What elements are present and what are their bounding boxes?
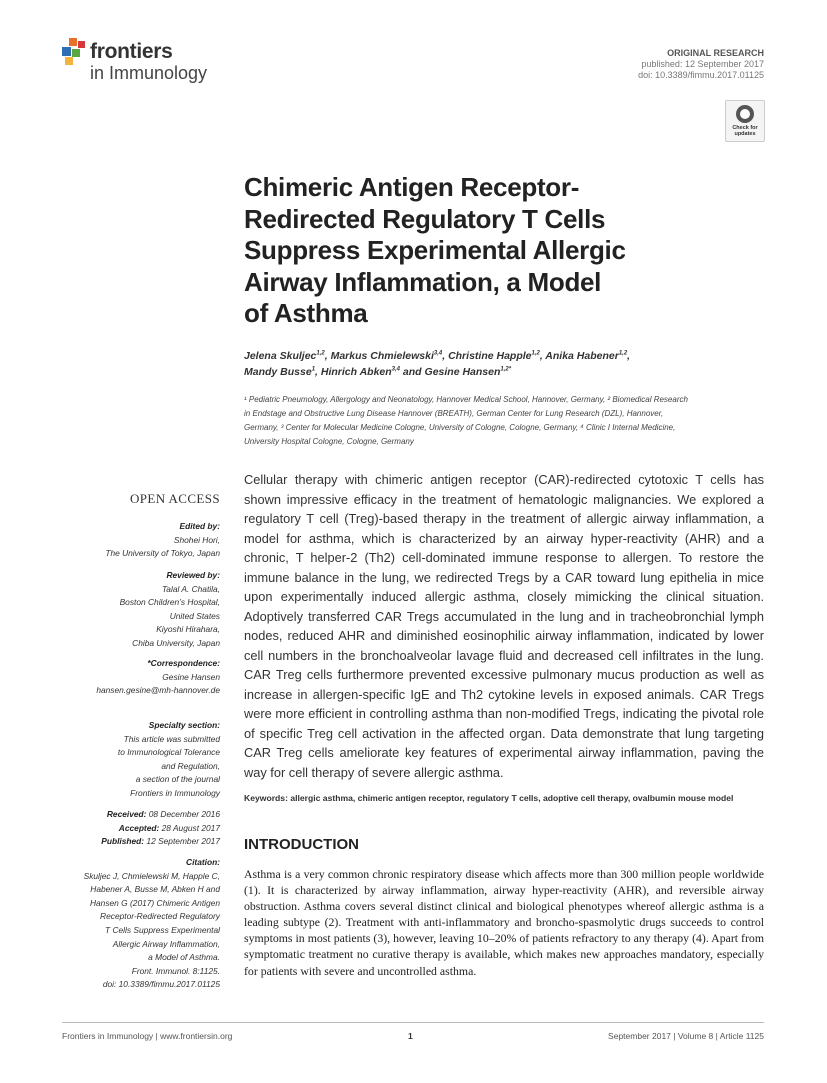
footer-divider — [62, 1022, 764, 1023]
citation: Citation: Skuljec J, Chmielewski M, Happle C, Habener A, Busse M, Abken H and Hansen G (2017) Chimeric Antigen Receptor-Redirected Regulatory T Cells Suppress Experimental Allergic Airway Inflammation, a Model of Asthma. Front. Immunol. 8:1125. doi: 10.3389/fimmu.2017.01125 — [60, 856, 220, 992]
reviewed-by: Reviewed by: Talal A. Chatila, Boston Children’s Hospital, United States Kiyoshi Hirahara, Chiba University, Japan — [60, 569, 220, 651]
author-affiliation-sup: 1,2 — [618, 350, 628, 357]
reviewer-line: Chiba University, Japan — [132, 637, 220, 648]
citation-line: Receptor-Redirected Regulatory — [100, 911, 220, 922]
introduction-text: Asthma is a very common chronic respiratory disease which affects more than 300 million people worldwide (1). It is characterized by airway inflammation, airway hyper-reactivity (AHR), and reversible airway obstruction. Asthma covers several distinct clinical and biological phenotypes whereof allergic asthma is a leading subtype (2). Treatment with anti-inflammatory and broncho-spasmolytic drugs succeeds to control symptoms in most patients (3), however, leaving 10–20% of patients refractory to any therapy (4). Apart from symptomatic treatment no curative therapy is available, which makes new approaches mandatory, especially for patients with severe and uncontrolled asthma. — [244, 867, 764, 978]
open-access-label: OPEN ACCESS — [129, 491, 220, 506]
citation-line: a Model of Asthma. — [148, 952, 220, 963]
logo-line2: in Immunology — [90, 63, 208, 83]
article-doi[interactable]: doi: 10.3389/fimmu.2017.01125 — [638, 70, 764, 80]
correspondence-line: hansen.gesine@mh-hannover.de — [96, 685, 220, 696]
correspondence-line: Gesine Hansen — [162, 671, 220, 682]
keywords — [244, 792, 764, 804]
editor-line: The University of Tokyo, Japan — [105, 548, 220, 559]
citation-line: T Cells Suppress Experimental — [105, 924, 220, 935]
article-type: ORIGINAL RESEARCH — [667, 48, 764, 58]
title-line: Chimeric Antigen Receptor- — [244, 172, 580, 202]
affiliation-line: in Endstage and Obstructive Lung Disease Hannover (BREATH), German Center for Lung Research (DZL), Hannover, — [244, 409, 664, 418]
page-number: 1 — [408, 1031, 413, 1041]
citation-line: Hansen G (2017) Chimeric Antigen — [89, 897, 220, 908]
badge-text: Check for updates — [732, 125, 758, 137]
author-affiliation-sup: 1,2* — [500, 366, 512, 373]
author-affiliation-sup: 1 — [311, 366, 316, 373]
published-date: published: 12 September 2017 — [641, 59, 764, 69]
reviewer-line: Kiyoshi Hirahara, — [156, 624, 220, 635]
keywords-label: Keywords: — [244, 793, 288, 803]
author-name[interactable]: Gesine Hansen$^{1,2*}$ — [424, 366, 512, 378]
author-list — [244, 348, 744, 380]
dates: Received: 08 December 2016 Accepted: 28 August 2017 Published: 12 September 2017 — [101, 809, 220, 847]
article-title — [244, 172, 744, 330]
introduction-heading: INTRODUCTION — [244, 836, 359, 853]
edited-by: Edited by: Shohei Hori, The University of Tokyo, Japan — [60, 520, 220, 561]
author-name[interactable]: Hinrich Abken$^{3,4}$ — [320, 366, 401, 378]
reviewer-line: United States — [169, 610, 220, 621]
author-name[interactable]: Jelena Skuljec$^{1,2}$ — [244, 350, 325, 362]
author-affiliation-sup: 1,2 — [531, 350, 540, 357]
author-name[interactable]: Mandy Busse$^1$ — [244, 366, 316, 378]
specialty-line: This article was submitted — [123, 733, 220, 744]
check-for-updates-badge[interactable] — [725, 100, 765, 142]
specialty-line: to Immunological Tolerance — [117, 747, 220, 758]
author-affiliation-sup: 3,4 — [433, 350, 443, 357]
author-affiliation-sup: 1,2 — [316, 350, 325, 357]
journal-logo[interactable] — [62, 36, 262, 86]
citation-line: Allergic Airway Inflammation, — [112, 938, 220, 949]
affiliation-line: University Hospital Cologne, Cologne, Germany — [244, 437, 414, 446]
title-line: Suppress Experimental Allergic — [244, 235, 626, 265]
citation-line: doi: 10.3389/fimmu.2017.01125 — [102, 979, 220, 990]
specialty-line: and Regulation, — [161, 760, 220, 771]
specialty-line: a section of the journal — [135, 774, 220, 785]
citation-line: Skuljec J, Chmielewski M, Happle C, — [83, 870, 220, 881]
affiliation-line: ¹ Pediatric Pneumology, Allergology and Neonatology, Hannover Medical School, Hannover, Germany, ² Biomedical Research — [244, 395, 688, 404]
keywords-text: allergic asthma, chimeric antigen receptor, regulatory T cells, adoptive cell therapy, ovalbumin mouse model — [290, 793, 734, 803]
author-name[interactable]: Markus Chmielewski$^{3,4}$ — [330, 350, 443, 362]
title-line: of Asthma — [244, 298, 368, 328]
author-line-2: Mandy Busse$^1$, Hinrich Abken$^{3,4}$ and Gesine Hansen$^{1,2*}$ — [244, 366, 512, 378]
author-name[interactable]: Christine Happle$^{1,2}$ — [448, 350, 540, 362]
citation-line: Habener A, Busse M, Abken H and — [90, 884, 220, 895]
title-line: Airway Inflammation, a Model — [244, 266, 602, 297]
frontiers-logo-icon — [62, 38, 88, 66]
affiliation-line: Germany, ³ Center for Molecular Medicine Cologne, University of Cologne, Cologne, Germany, ⁴ Clinic I Internal Medicine, — [244, 423, 676, 432]
author-affiliation-sup: 3,4 — [391, 366, 401, 373]
author-name[interactable]: Anika Habener$^{1,2}$ — [545, 350, 628, 362]
article-meta — [638, 48, 764, 81]
editor-line: Shohei Hori, — [173, 534, 220, 545]
abstract: Cellular therapy with chimeric antigen receptor (CAR)-redirected cytotoxic T cells has shown impressive efficacy in the treatment of hematologic malignancies. We explored a regulatory T cell (Treg)-based therapy in the treatment of allergic airway inflammation, a model for asthma, which is characterized by an airway hyper-reactivity (AHR) and a chronic, T helper-2 (Th2) cell-dominated immune response to allergen. To restore the immune balance in the lung, we redirected Tregs by a CAR toward lung epithelia in mice upon experimentally induced allergic asthma, closely mimicking the clinical situation. Adoptively transferred CAR Tregs accumulated in the lung and in tracheobronchial lymph nodes, reduced AHR and diminished eosinophilic airway inflammation, indicated by lower cell numbers in the bronchoalveolar lavage fluid and decreased cell infiltrates in the lung. CAR Treg cells furthermore prevented excessive pulmonary mucus production as well as increase in allergen-specific IgE and Th2 cytokine levels in exposed animals. CAR Tregs were more efficient in controlling asthma than non-modified Tregs, indicating the pivotal role of specific Treg cell activation in the affected organ. Data demonstrate that lung targeting CAR Treg cells ameliorate key features of experimental airway inflammation, paving the way for cell therapy of severe allergic asthma. — [244, 472, 764, 780]
citation-line: Front. Immunol. 8:1125. — [131, 965, 220, 976]
footer-volume: September 2017 | Volume 8 | Article 1125 — [608, 1031, 764, 1041]
title-line: Redirected Regulatory T Cells — [244, 203, 606, 234]
crossmark-icon — [736, 105, 754, 123]
affiliations — [244, 393, 764, 449]
specialty-section: Specialty section: This article was submitted to Immunological Tolerance and Regulation, a section of the journal Frontiers in Immunology — [60, 719, 220, 801]
specialty-line: Frontiers in Immunology — [130, 787, 220, 798]
correspondence: *Correspondence: Gesine Hansen hansen.gesine@mh-hannover.de — [60, 657, 220, 698]
logo-line1: frontiers — [90, 40, 173, 63]
footer-journal[interactable]: Frontiers in Immunology | www.frontiersin.org — [62, 1031, 233, 1041]
author-line-1: Jelena Skuljec$^{1,2}$, Markus Chmielewski$^{3,4}$, Christine Happle$^{1,2}$, Anika Habener$^{1,2}$, — [244, 350, 631, 362]
reviewer-line: Talal A. Chatila, — [161, 583, 220, 594]
reviewer-line: Boston Children’s Hospital, — [119, 597, 220, 608]
